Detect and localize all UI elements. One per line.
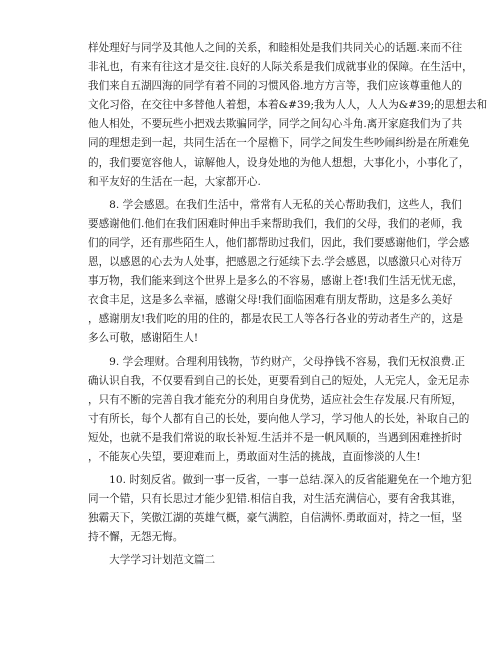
- text-line: 多么可敬，感谢陌生人!: [88, 332, 199, 345]
- text-line: 文化习俗，在交往中多替他人着想，本着&#39;我为人人，人人为&#39;的思想去和: [88, 99, 488, 112]
- text-line: 短处，也就不是我们常说的取长补短.生活并不是一帆风顺的，当遇到困难挫折时: [88, 431, 463, 444]
- text-line: 我们来自五湖四海的同学有着不同的习惯风俗.地方方言等，我们应该尊重他人的: [88, 80, 463, 93]
- paragraph: [88, 196, 470, 349]
- text-line: 样处理好与同学及其他人之间的关系，和睦相处是我们共同关心的话题.来而不往: [88, 42, 463, 54]
- text-line: 他人相处，不要玩些小把戏去欺骗同学，同学之间勾心斗角.离开家庭我们为了共: [88, 118, 463, 131]
- text-line: 寸有所长，每个人都有自己的长处，要向他人学习，学习他人的长处，补取自己的: [88, 412, 470, 425]
- text-line: 非礼也，有来有往这才是交往.良好的人际关系是我们成就事业的保障。在生活中，: [88, 61, 473, 74]
- text-line: 衣食丰足，这是多么幸福，感谢父母!我们面临困难有朋友帮助，这是多么美好: [88, 294, 453, 307]
- text-line: 8. 学会感恩。在我们生活中，常常有人无私的关心帮助我们，这些人，我们: [88, 198, 462, 211]
- text-line: 恩，以感恩的心去为人处事，把感恩之行延续下去.学会感恩，以感激只心对待万: [88, 256, 463, 269]
- text-line: 事万物，我们能来到这个世界上是多么的不容易，感谢上苍!我们生活无忧无虑，: [88, 275, 464, 288]
- text-line: 确认识自我，不仅要看到自己的长处，更要看到自己的短处，人无完人，金无足赤: [88, 374, 470, 387]
- text-line: 要感谢他们.他们在我们困难时伸出手来帮助我们，我们的父母，我们的老师，我: [88, 217, 463, 230]
- text-line: ，不能灰心失望，要迎难而上，勇敢面对生活的挑战，直面惨淡的人生!: [88, 450, 421, 463]
- paragraph: [88, 471, 472, 547]
- paragraph: [88, 39, 488, 192]
- text-line: 持不懈，无怨无悔。: [88, 531, 184, 544]
- document-body: [88, 39, 488, 571]
- text-line: 独霸天下，笑傲江湖的英雄气概，豪气满腔，自信满怀.勇敢面对，持之一恒，坚: [88, 512, 463, 525]
- text-line: 的，我们要宽容他人，谅解他人，设身处地的为他人想想，大事化小，小事化了，: [88, 156, 470, 169]
- text-line: 和平友好的生活在一起，大家都开心.: [88, 175, 261, 188]
- text-line: 9. 学会理财。合理利用钱物，节约财产，父母挣钱不容易，我们无权浪费.正: [88, 355, 466, 368]
- section-heading: [88, 551, 420, 570]
- text-line: 同一个错，只有长思过才能少犯错.相信自我，对生活充满信心，要有舍我其谁，: [88, 493, 463, 506]
- text-line: ，只有不断的完善自我才能充分的利用自身优势，适应社会生存发展.尺有所短，: [88, 393, 463, 406]
- text-line: 大学学习计划范文篇二: [88, 554, 216, 567]
- text-line: ，感谢朋友!我们吃的用的住的，都是农民工人等各行各业的劳动者生产的，这是: [88, 313, 464, 326]
- paragraph: [88, 353, 470, 468]
- text-line: 10. 时刻反省。做到一事一反省，一事一总结.深入的反省能避免在一个地方犯: [88, 474, 472, 487]
- text-line: 同的理想走到一起，共同生活在一个屋檐下，同学之间发生些吵闹纠纷是在所难免: [88, 137, 470, 150]
- text-line: 们的同学，还有那些陌生人，他们都帮助过我们，因此，我们要感谢他们，学会感: [88, 236, 470, 249]
